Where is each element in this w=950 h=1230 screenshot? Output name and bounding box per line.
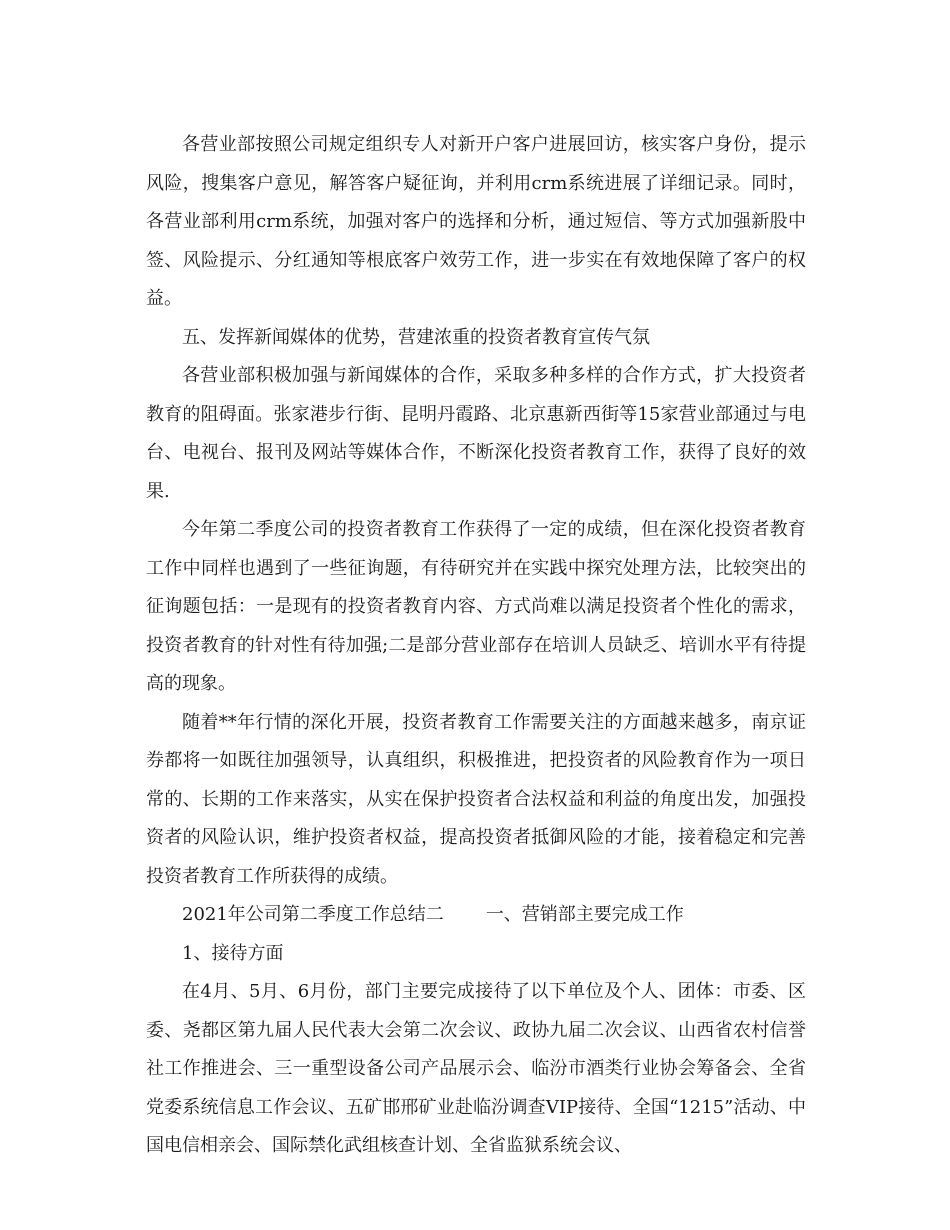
paragraph-q2-results: 今年第二季度公司的投资者教育工作获得了一定的成绩，但在深化投资者教育工作中同样也遇到了一些征询题，有待研究并在实践中探究处理方法，比较突出的征询题包括：一是现有的投资者教育内容、方式尚难以满足投资者个性化的需求，投资者教育的针对性有待加强;二是部分营业部存在培训人员缺乏、培训水平有待提高的现象。 [146,519,806,694]
paragraph-media-cooperation: 各营业部积极加强与新闻媒体的合作，采取多种多样的合作方式，扩大投资者教育的阻碍面。张家港步行街、昆明丹霞路、北京惠新西街等15家营业部通过与电台、电视台、报刊及网站等媒体合作，不断深化投资者教育工作，获得了良好的效果. [146,365,806,502]
paragraph-outlook: 随着**年行情的深化开展，投资者教育工作需要关注的方面越来越多，南京证券都将一如既往加强领导，认真组织，积极推进，把投资者的风险教育作为一项日常的、长期的工作来落实，从实在保护投资者合法权益和利益的角度出发，加强投资者的风险认识，维护投资者权益，提高投资者抵御风险的才能，接着稳定和完善投资者教育工作所获得的成绩。 [146,711,806,887]
summary-title: 2021年公司第二季度工作总结二 [182,904,444,925]
subsection-heading: 1、接待方面 [182,942,284,964]
document-body [146,126,806,1166]
paragraph-customer-revisit: 各营业部按照公司规定组织专人对新开户客户进展回访，核实客户身份，提示风险，搜集客户意见，解答客户疑征询，并利用crm系统进展了详细记录。同时，各营业部利用crm系统，加强对客户的选择和分析，通过短信、等方式加强新股中签、风险提示、分红通知等根底客户效劳工作，进一步实在有效地保障了客户的权益。 [146,134,806,309]
paragraph-reception-list: 在4月、5月、6月份，部门主要完成接待了以下单位及个人、团体：市委、区委、尧都区第九届人民代表大会第二次会议、政协九届二次会议、山西省农村信誉社工作推进会、三一重型设备公司产品展示会、临汾市酒类行业协会筹备会、全省党委系统信息工作会议、五矿邯邢矿业赴临汾调查VIP接待、全国“1215”活动、中国电信相亲会、国际禁化武组核查计划、全省监狱系统会议、 [146,981,806,1156]
summary-section: 一、营销部主要完成工作 [485,904,684,925]
section-heading-media: 五、发挥新闻媒体的优势，营建浓重的投资者教育宣传气氛 [182,326,650,348]
summary-heading-line [146,896,806,935]
